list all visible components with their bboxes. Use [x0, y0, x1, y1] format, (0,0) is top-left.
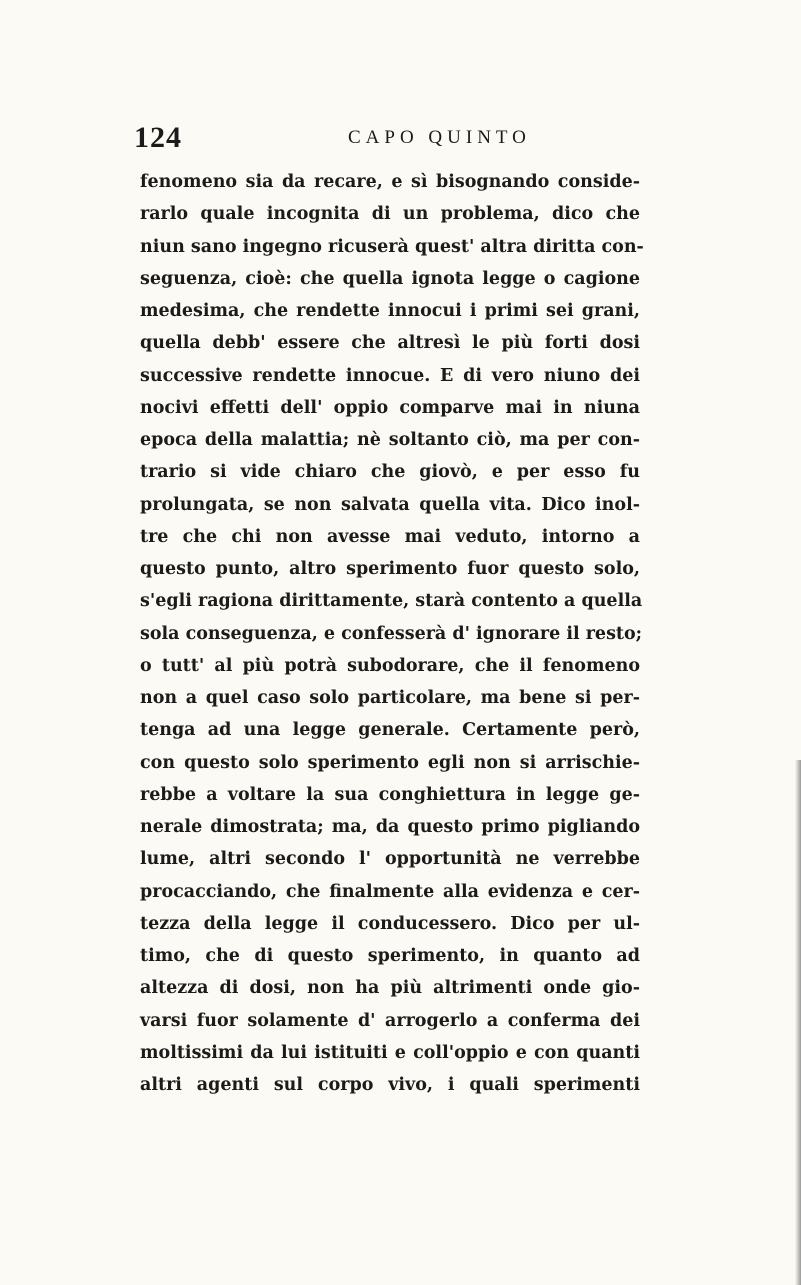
- text-line: s'egli ragiona dirittamente, starà contento a quella: [140, 591, 643, 612]
- text-line: nerale dimostrata; ma, da questo primo pigliando: [140, 817, 640, 837]
- text-line: niun sano ingegno ricuserà quest' altra diritta con-: [140, 236, 644, 257]
- text-line: sola conseguenza, e confesserà d' ignorare il resto;: [140, 623, 643, 644]
- text-line: procacciando, che finalmente alla evidenza e cer-: [140, 881, 640, 902]
- page-edge-shadow: [795, 760, 801, 1285]
- text-line: varsi fuor solamente d' arrogerlo a conferma dei: [140, 1010, 640, 1031]
- text-line: o tutt' al più potrà subodorare, che il fenomeno: [140, 655, 640, 676]
- text-line: tezza della legge il conducessero. Dico per ul-: [140, 913, 640, 934]
- text-line: altri agenti sul corpo vivo, i quali sperimenti: [140, 1075, 640, 1095]
- text-line: non a quel caso solo particolare, ma bene si per-: [140, 688, 640, 708]
- text-line: nocivi effetti dell' oppio comparve mai in niuna: [140, 397, 640, 418]
- text-line: epoca della malattia; nè soltanto ciò, ma per con-: [140, 430, 640, 450]
- text-line: con questo solo sperimento egli non si arrischie-: [140, 752, 640, 773]
- text-line: tenga ad una legge generale. Certamente però,: [140, 720, 640, 741]
- page-header: [134, 120, 654, 160]
- text-line: questo punto, altro sperimento fuor questo solo,: [140, 559, 640, 579]
- text-line: quella debb' essere che altresì le più forti dosi: [140, 333, 640, 354]
- text-line: medesima, che rendette innocui i primi sei grani,: [140, 301, 640, 321]
- text-line: seguenza, cioè: che quella ignota legge o cagione: [140, 268, 640, 289]
- text-line: timo, che di questo sperimento, in quanto ad: [140, 946, 640, 966]
- body-text: [140, 166, 644, 1101]
- text-line: rebbe a voltare la sua conghiettura in legge ge-: [140, 784, 640, 805]
- text-line: altezza di dosi, non ha più altrimenti onde gio-: [140, 978, 640, 999]
- text-line: prolungata, se non salvata quella vita. Dico inol-: [140, 494, 640, 515]
- text-line: lume, altri secondo l' opportunità ne verrebbe: [140, 849, 640, 870]
- running-head: CAPO QUINTO: [348, 127, 531, 148]
- text-line: fenomeno sia da recare, e sì bisognando conside-: [140, 172, 640, 192]
- text-line: successive rendette innocue. E di vero niuno dei: [140, 365, 640, 386]
- page-number: 124: [134, 121, 182, 154]
- text-line: tre che chi non avesse mai veduto, intorno a: [140, 526, 640, 547]
- text-line: moltissimi da lui istituiti e coll'oppio e con quanti: [140, 1042, 640, 1063]
- text-line: rarlo quale incognita di un problema, dico che: [140, 204, 640, 225]
- text-line: trario si vide chiaro che giovò, e per esso fu: [140, 462, 640, 483]
